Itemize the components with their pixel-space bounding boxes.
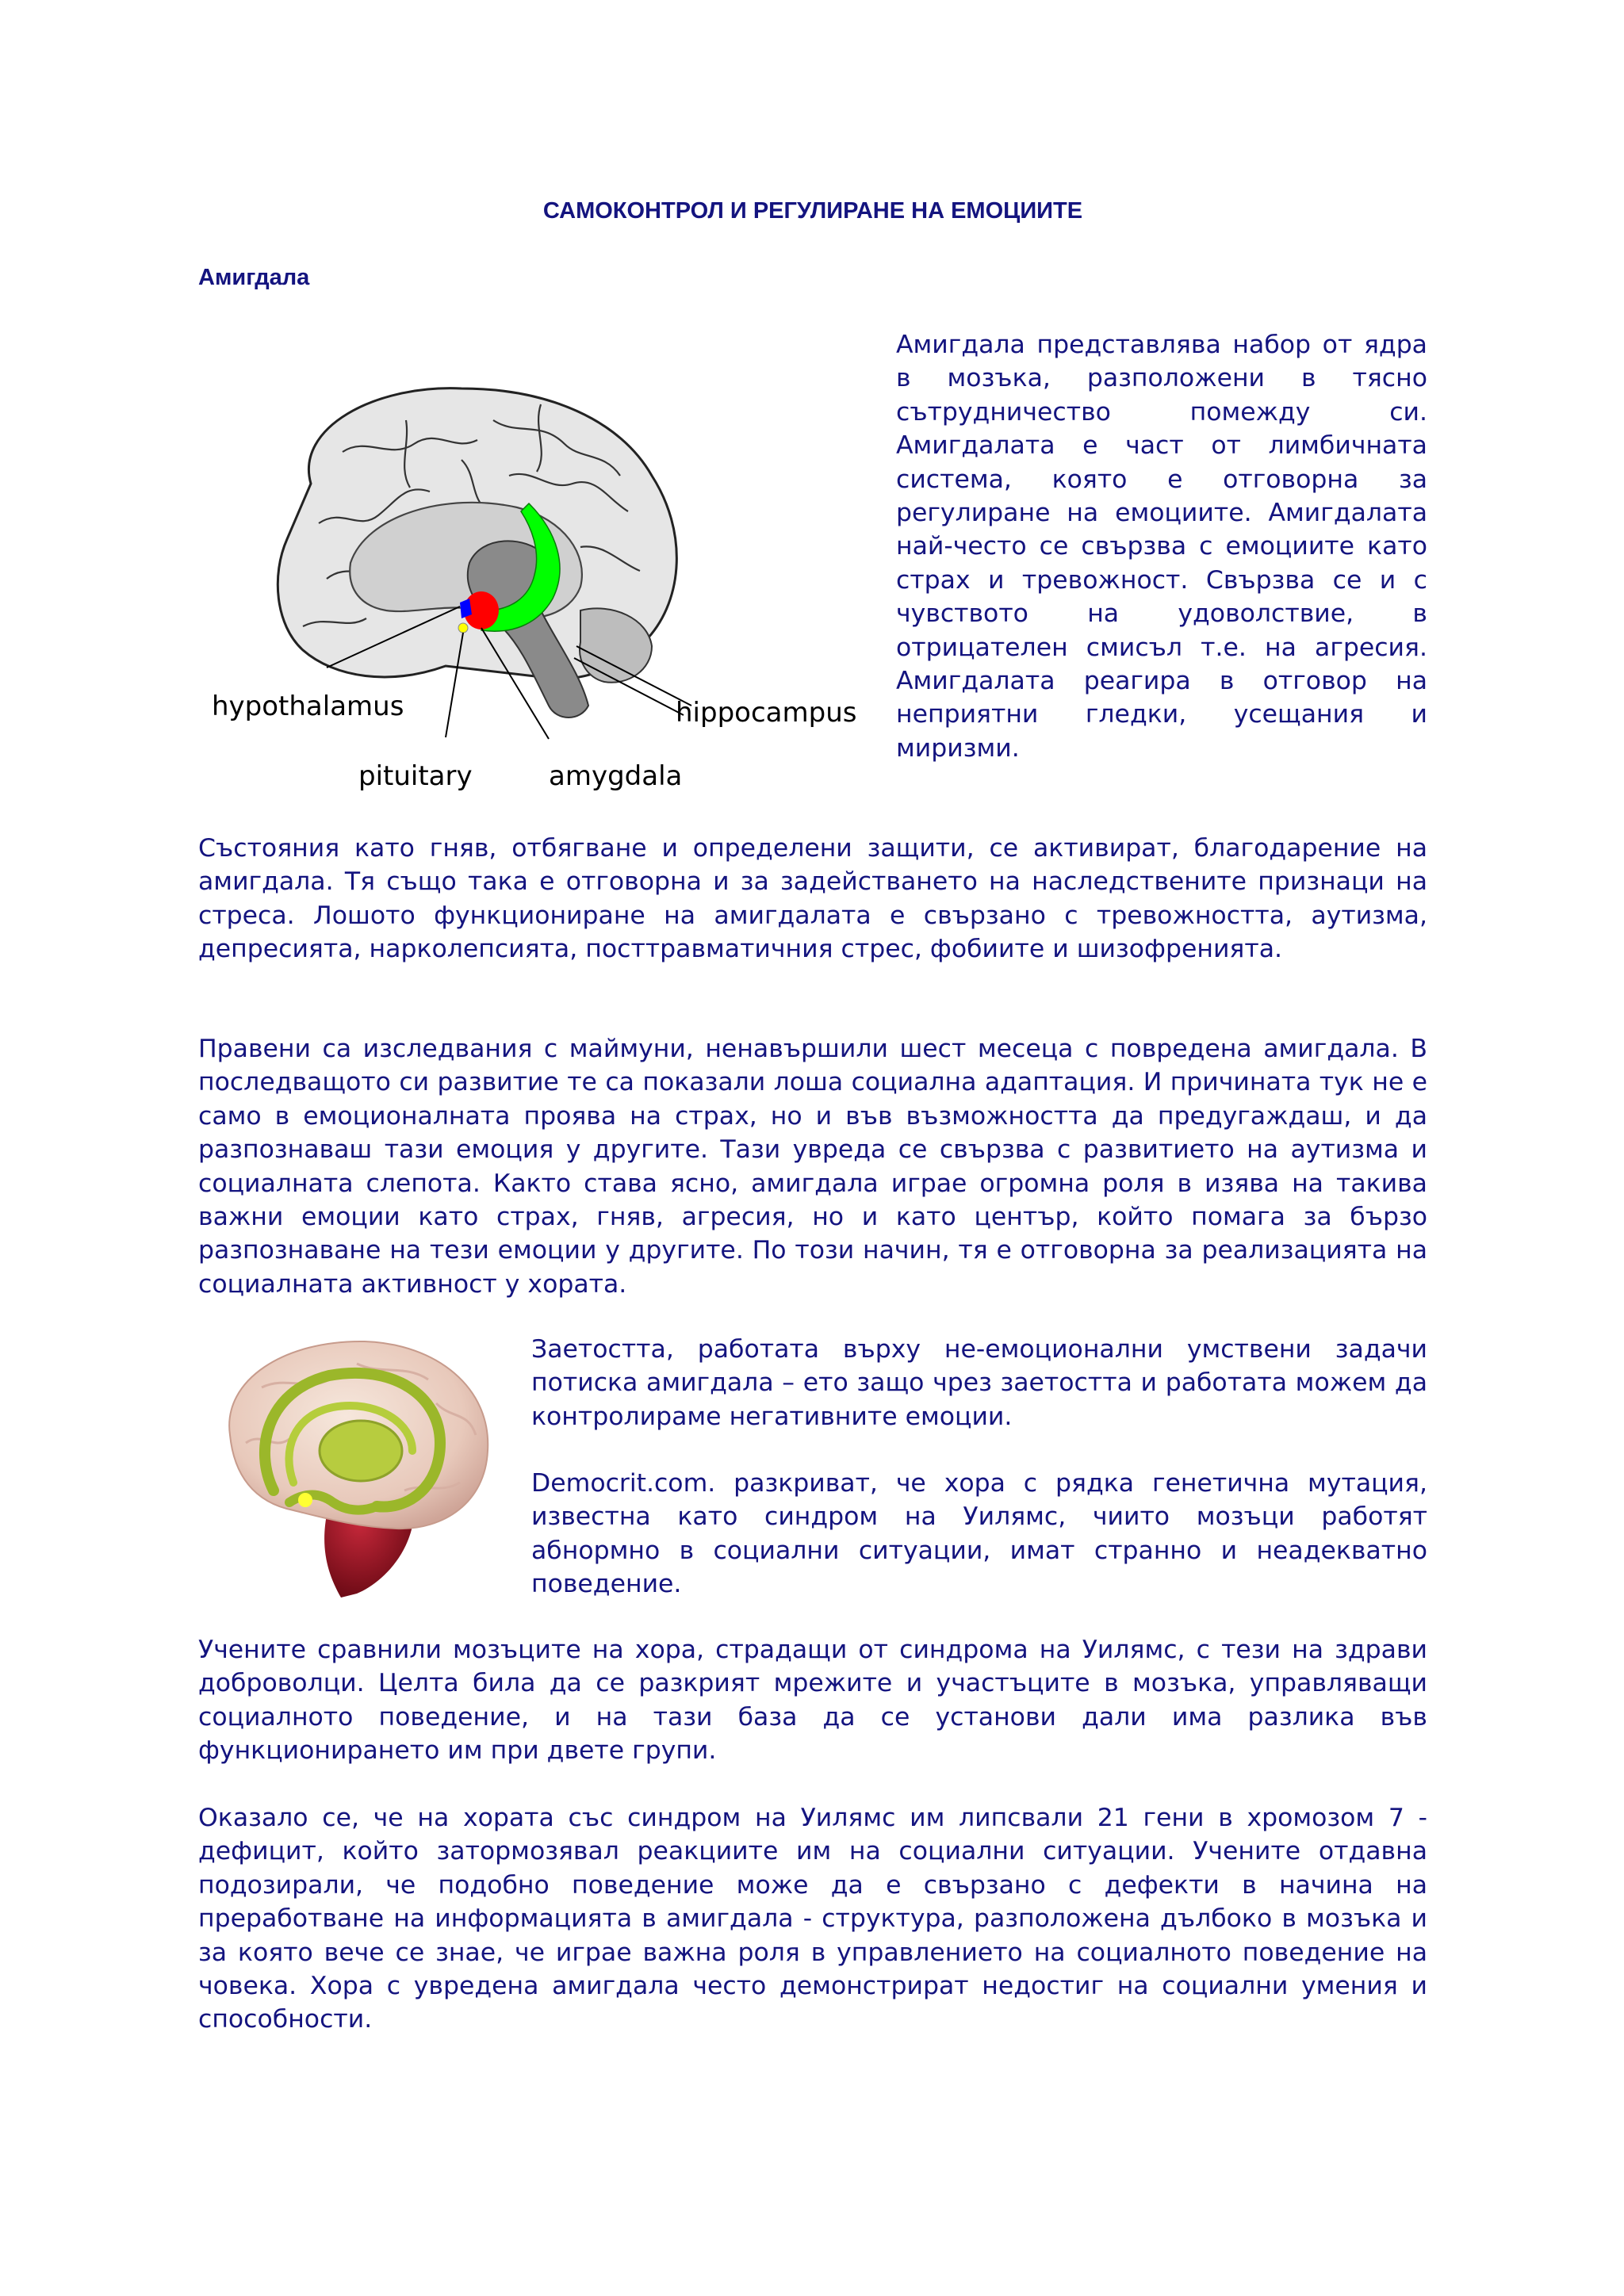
page-title: САМОКОНТРОЛ И РЕГУЛИРАНЕ НА ЕМОЦИИТЕ: [542, 198, 1083, 224]
paragraph-states: Състояния като гняв, отбягване и определени защити, се активират, благодарение на амигдала. Тя също така е отговорна и за задействането на наследствените признаци на стреса. Лошото функциониране на амигдалата е свързано с тревожността, аутизма, депресията, нарколепсията, посттравматичния стрес, фобиите и шизофренията.: [198, 834, 1427, 964]
paragraph-amygdala-intro: Амигдала представлява набор от ядра в мозъка, разположени в тясно сътрудничество помежду си. Амигдалата е част от лимбичната система, която е отговорна за регулиране на емоциите. Амигдалата най-често се свързва с емоциите като страх и тревожност. Свързва се и с чувството на удоволствие, в отрицателен смисъл т.е. на агресия. Амигдалата реагира в отговор на неприятни гледки, усещания и миризми.: [896, 331, 1427, 763]
paragraph-chromosome: Оказало се, че на хората със синдром на Уилямс им липсвали 21 гени в хромозом 7 - дефицит, който затормозявал реакциите им на социални ситуации. Учените отдавна подозирали, че подобно поведение може да е свързано с дефекти в начина на преработване на информацията в амигдала - структура, разположена дълбоко в мозъка и за която вече се знае, че играе важна роля в управлението на социалното поведение на човека. Хора с увредена амигдала често демонстрират недостиг на социални умения и способности.: [198, 1804, 1427, 2034]
label-amygdala: amygdala: [549, 760, 683, 792]
label-hippocampus: hippocampus: [676, 697, 857, 729]
thalamus-illustration: [320, 1421, 402, 1481]
brain-diagram: [208, 373, 857, 813]
brain-diagram-figure: [208, 373, 857, 813]
paragraph-busyness: Заетостта, работата върху не-емоционални умствени задачи потиска амигдала – ето защо чрез заетостта и работата можем да контролираме негативните емоции.: [531, 1335, 1427, 1431]
section-heading: Амигдала: [198, 265, 310, 290]
paragraph-williams-intro: Democrit.com. разкриват, че хора с рядка генетична мутация, известна като синдром на Уилямс, чиито мозъци работят абнормно в социални ситуации, имат странно и неадекватно поведение.: [531, 1469, 1427, 1599]
paragraph-monkey-research: Правени са изследвания с маймуни, ненавършили шест месеца с повредена амигдала. В последващото си развитие те са показали лоша социална адаптация. И причината тук не е само в емоционалната проява на страх, но и във възможността да предугаждаш, и да разпознаваш тази емоция у другите. Тази увреда се свързва с развитието на аутизма и социалната слепота. Както става ясно, амигдала играе огромна роля в изява на такива важни емоции като страх, гняв, агресия, но и като център, който помага за бързо разпознаване на тези емоции у другите. По този начин, тя е отговорна за реализацията на социалната активност у хората.: [198, 1035, 1427, 1299]
limbic-brain-illustration: [198, 1332, 508, 1605]
paragraph-scientists-compare: Учените сравнили мозъците на хора, страдащи от синдрома на Уилямс, с тези на здрави доброволци. Целта била да се разкрият мрежите и участъците в мозъка, управляващи социалното поведение, и на тази база да се установи дали има разлика във функционирането им при двете групи.: [198, 1636, 1427, 1766]
label-pituitary: pituitary: [358, 760, 473, 792]
limbic-brain-figure: [198, 1332, 508, 1605]
amygdala-dot: [298, 1493, 312, 1507]
label-hypothalamus: hypothalamus: [212, 691, 404, 722]
pituitary-region: [458, 623, 468, 633]
